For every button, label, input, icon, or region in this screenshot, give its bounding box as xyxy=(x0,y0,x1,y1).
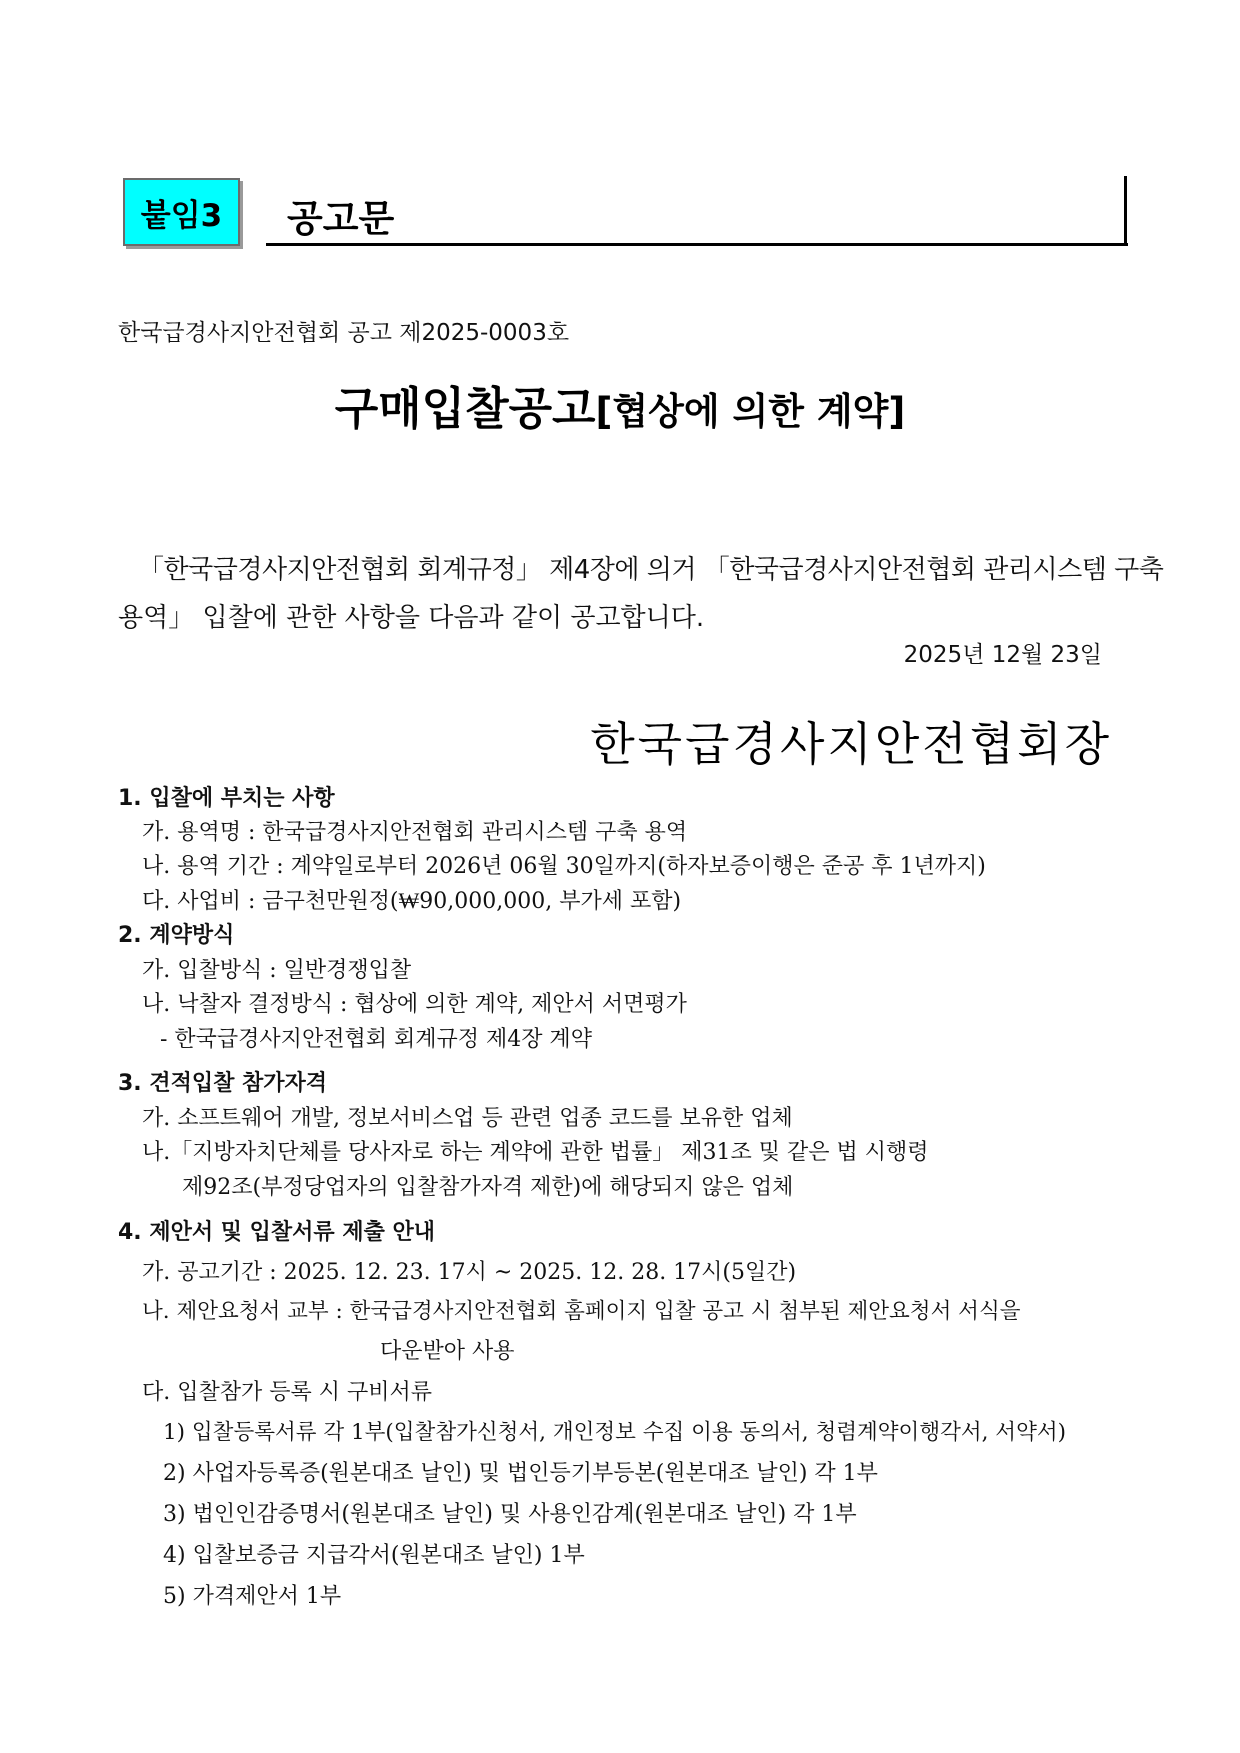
section-4-item-b-line-1: 나. 제안요청서 교부 : 한국급경사지안전협회 홈페이지 입찰 공고 시 첨부된 제안요청서 서식을 xyxy=(142,1299,1021,1324)
section-2-item-b: 나. 낙찰자 결정방식 : 협상에 의한 계약, 제안서 서면평가 xyxy=(142,992,687,1017)
section-4-doc-item: 5) 가격제안서 1부 xyxy=(163,1584,342,1609)
notice-number: 한국급경사지안전협회 공고 제2025-0003호 xyxy=(118,320,570,346)
intro-paragraph xyxy=(118,546,1164,642)
section-4-doc-item: 4) 입찰보증금 지급각서(원본대조 날인) 1부 xyxy=(163,1543,585,1568)
section-1-item-c: 다. 사업비 : 금구천만원정(₩90,000,000, 부가세 포함) xyxy=(142,889,682,914)
header-underline xyxy=(266,243,1128,246)
section-2-heading: 2. 계약방식 xyxy=(118,923,235,948)
section-4-doc-item: 3) 법인인감증명서(원본대조 날인) 및 사용인감계(원본대조 날인) 각 1부 xyxy=(163,1502,857,1527)
section-4-item-c: 다. 입찰참가 등록 시 구비서류 xyxy=(142,1380,432,1405)
notice-date: 2025년 12월 23일 xyxy=(903,642,1102,668)
main-title-text: 구매입찰공고 xyxy=(334,382,596,435)
section-2-item-b-note: - 한국급경사지안전협회 회계규정 제4장 계약 xyxy=(160,1027,592,1052)
header-title: 공고문 xyxy=(287,197,395,240)
section-3-item-b-line-1: 나.「지방자치단체를 당사자로 하는 계약에 관한 법률」 제31조 및 같은 법 시행령 xyxy=(142,1140,929,1165)
organization-signature: 한국급경사지안전협회장 xyxy=(590,717,1112,771)
section-1-item-b: 나. 용역 기간 : 계약일로부터 2026년 06월 30일까지(하자보증이행은 준공 후 1년까지) xyxy=(142,854,986,879)
section-4-heading: 4. 제안서 및 입찰서류 제출 안내 xyxy=(118,1220,435,1245)
intro-line-2: 용역」 입찰에 관한 사항을 다음과 같이 공고합니다. xyxy=(118,603,705,633)
section-4-doc-item: 1) 입찰등록서류 각 1부(입찰참가신청서, 개인정보 수집 이용 동의서, 청렴계약이행각서, 서약서) xyxy=(163,1420,1066,1445)
section-4-item-b-line-2: 다운받아 사용 xyxy=(380,1339,515,1364)
attachment-badge: 붙임3 xyxy=(123,178,240,246)
section-4-doc-item: 2) 사업자등록증(원본대조 날인) 및 법인등기부등본(원본대조 날인) 각 1부 xyxy=(163,1461,878,1486)
section-4-item-a: 가. 공고기간 : 2025. 12. 23. 17시 ~ 2025. 12. 28. 17시(5일간) xyxy=(142,1260,797,1285)
header-vertical-rule xyxy=(1124,176,1127,246)
section-1-heading: 1. 입찰에 부치는 사항 xyxy=(118,786,335,811)
intro-line-1: 「한국급경사지안전협회 회계규정」 제4장에 의거 「한국급경사지안전협회 관리시스템 구축 xyxy=(138,555,1164,585)
section-3-item-b-line-2: 제92조(부정당업자의 입찰참가자격 제한)에 해당되지 않은 업체 xyxy=(182,1175,794,1200)
section-3-item-a: 가. 소프트웨어 개발, 정보서비스업 등 관련 업종 코드를 보유한 업체 xyxy=(142,1106,793,1131)
section-1-item-a: 가. 용역명 : 한국급경사지안전협회 관리시스템 구축 용역 xyxy=(142,820,688,845)
main-title xyxy=(0,372,1240,437)
section-3-heading: 3. 견적입찰 참가자격 xyxy=(118,1071,327,1096)
main-title-subtext: [협상에 의한 계약] xyxy=(595,390,906,433)
section-2-item-a: 가. 입찰방식 : 일반경쟁입찰 xyxy=(142,958,412,983)
